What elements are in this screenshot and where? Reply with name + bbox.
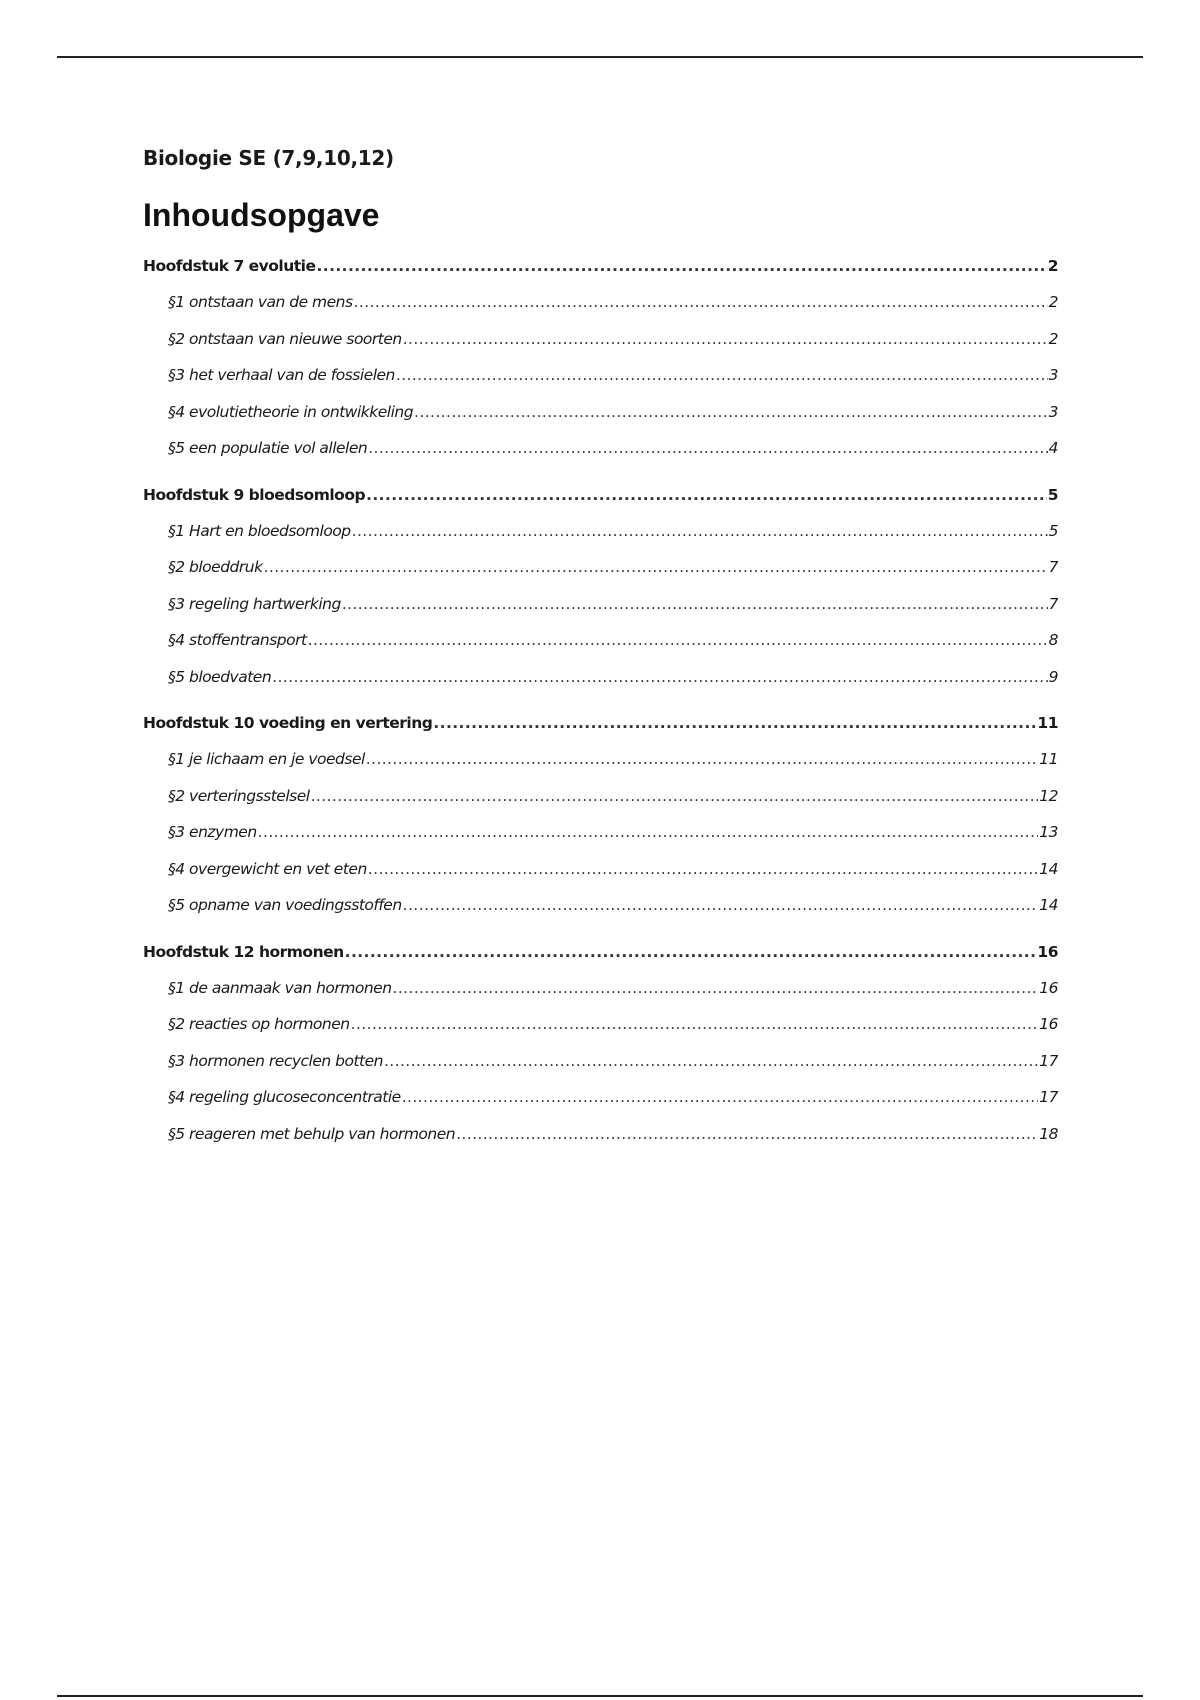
toc-section-label: §5 bloedvaten bbox=[168, 667, 272, 686]
toc-section-page: 16 bbox=[1039, 1015, 1058, 1033]
dot-leader bbox=[351, 1006, 1039, 1043]
toc-section-label: §4 regeling glucoseconcentratie bbox=[168, 1088, 401, 1106]
toc-chapter-page: 5 bbox=[1047, 485, 1058, 504]
dot-leader bbox=[368, 430, 1047, 467]
toc-section-page: 17 bbox=[1039, 1088, 1058, 1106]
toc-section-page: 7 bbox=[1048, 594, 1058, 613]
toc-section-entry[interactable] bbox=[143, 851, 1058, 888]
dot-leader bbox=[403, 321, 1048, 358]
toc-section-entry[interactable] bbox=[143, 814, 1058, 851]
toc-section-page: 4 bbox=[1048, 439, 1058, 457]
dot-leader bbox=[352, 513, 1048, 550]
toc-section-page: 11 bbox=[1039, 750, 1058, 768]
dot-leader bbox=[308, 622, 1048, 659]
toc-section-label: §1 de aanmaak van hormonen bbox=[168, 978, 392, 997]
toc-section-page: 3 bbox=[1048, 366, 1058, 384]
toc-section-label: §4 stoffentransport bbox=[168, 631, 307, 649]
dot-leader bbox=[311, 778, 1039, 815]
dot-leader bbox=[414, 394, 1048, 431]
toc-section-entry[interactable] bbox=[143, 284, 1058, 321]
toc-section-entry[interactable] bbox=[143, 1079, 1058, 1116]
dot-leader bbox=[393, 970, 1039, 1007]
dot-leader bbox=[402, 1079, 1039, 1116]
toc-section-label: §5 opname van voedingsstoffen bbox=[168, 896, 402, 914]
toc-chapter bbox=[143, 935, 1058, 1153]
dot-leader bbox=[403, 887, 1039, 924]
toc-section-label: §1 Hart en bloedsomloop bbox=[168, 521, 351, 540]
toc-section-entry[interactable] bbox=[143, 659, 1058, 696]
toc-section-page: 16 bbox=[1039, 978, 1058, 997]
toc-section-page: 12 bbox=[1039, 786, 1058, 805]
toc-section-entry[interactable] bbox=[143, 357, 1058, 394]
toc-chapter bbox=[143, 249, 1058, 467]
toc-section-page: 2 bbox=[1048, 293, 1058, 311]
footer-rule bbox=[57, 1695, 1143, 1697]
toc-chapter-page: 2 bbox=[1047, 257, 1058, 275]
toc-section-label: §5 een populatie vol allelen bbox=[168, 439, 368, 457]
toc-section-page: 17 bbox=[1039, 1051, 1058, 1070]
toc-section-label: §5 reageren met behulp van hormonen bbox=[168, 1124, 456, 1143]
toc-section-entry[interactable] bbox=[143, 321, 1058, 358]
toc-section-page: 3 bbox=[1048, 402, 1058, 421]
toc-section-page: 9 bbox=[1048, 667, 1058, 686]
toc-section-page: 8 bbox=[1048, 631, 1058, 649]
toc-section-entry[interactable] bbox=[143, 1043, 1058, 1080]
toc-section-entry[interactable] bbox=[143, 586, 1058, 623]
toc-chapter-label: Hoofdstuk 9 bloedsomloop bbox=[143, 485, 366, 504]
table-of-contents bbox=[143, 249, 1058, 1152]
dot-leader bbox=[317, 249, 1047, 284]
toc-section-entry[interactable] bbox=[143, 778, 1058, 815]
toc-section-entry[interactable] bbox=[143, 1006, 1058, 1043]
toc-chapter-label: Hoofdstuk 12 hormonen bbox=[143, 942, 344, 961]
toc-section-page: 14 bbox=[1039, 896, 1058, 914]
toc-section-page: 7 bbox=[1048, 558, 1058, 576]
toc-chapter-entry[interactable] bbox=[143, 478, 1058, 513]
toc-chapter-entry[interactable] bbox=[143, 935, 1058, 970]
toc-section-label: §4 overgewicht en vet eten bbox=[168, 859, 367, 878]
toc-section-entry[interactable] bbox=[143, 549, 1058, 586]
toc-section-label: §3 het verhaal van de fossielen bbox=[168, 366, 395, 384]
dot-leader bbox=[433, 706, 1036, 741]
toc-section-entry[interactable] bbox=[143, 430, 1058, 467]
toc-chapter-label: Hoofdstuk 7 evolutie bbox=[143, 257, 316, 275]
toc-section-entry[interactable] bbox=[143, 970, 1058, 1007]
toc-section-page: 13 bbox=[1039, 823, 1058, 841]
toc-section-page: 5 bbox=[1048, 521, 1058, 540]
toc-section-page: 2 bbox=[1048, 329, 1058, 348]
toc-section-label: §2 ontstaan van nieuwe soorten bbox=[168, 329, 402, 348]
dot-leader bbox=[345, 935, 1037, 970]
toc-section-label: §1 je lichaam en je voedsel bbox=[168, 750, 365, 768]
toc-section-label: §2 verteringsstelsel bbox=[168, 786, 310, 805]
dot-leader bbox=[396, 357, 1048, 394]
dot-leader bbox=[354, 284, 1048, 321]
toc-section-entry[interactable] bbox=[143, 394, 1058, 431]
toc-chapter-entry[interactable] bbox=[143, 249, 1058, 284]
document-title: Biologie SE (7,9,10,12) bbox=[143, 146, 394, 170]
toc-section-label: §3 hormonen recyclen botten bbox=[168, 1051, 383, 1070]
dot-leader bbox=[342, 586, 1048, 623]
toc-chapter bbox=[143, 706, 1058, 924]
toc-chapter bbox=[143, 478, 1058, 696]
toc-section-page: 18 bbox=[1039, 1124, 1058, 1143]
toc-heading: Inhoudsopgave bbox=[143, 197, 380, 233]
toc-section-page: 14 bbox=[1039, 859, 1058, 878]
toc-section-entry[interactable] bbox=[143, 1116, 1058, 1153]
toc-section-entry[interactable] bbox=[143, 513, 1058, 550]
toc-chapter-page: 16 bbox=[1037, 942, 1058, 961]
dot-leader bbox=[272, 659, 1047, 696]
toc-chapter-page: 11 bbox=[1037, 714, 1058, 732]
dot-leader bbox=[368, 851, 1038, 888]
toc-chapter-label: Hoofdstuk 10 voeding en vertering bbox=[143, 714, 433, 732]
header-rule bbox=[57, 56, 1143, 58]
toc-section-label: §1 ontstaan van de mens bbox=[168, 293, 353, 311]
toc-section-entry[interactable] bbox=[143, 887, 1058, 924]
dot-leader bbox=[258, 814, 1039, 851]
toc-chapter-entry[interactable] bbox=[143, 706, 1058, 741]
dot-leader bbox=[366, 478, 1047, 513]
dot-leader bbox=[264, 549, 1048, 586]
toc-section-entry[interactable] bbox=[143, 741, 1058, 778]
dot-leader bbox=[366, 741, 1038, 778]
toc-section-label: §3 enzymen bbox=[168, 823, 257, 841]
toc-section-label: §4 evolutietheorie in ontwikkeling bbox=[168, 402, 414, 421]
dot-leader bbox=[456, 1116, 1038, 1153]
toc-section-label: §3 regeling hartwerking bbox=[168, 594, 341, 613]
toc-section-label: §2 bloeddruk bbox=[168, 558, 263, 576]
toc-section-label: §2 reacties op hormonen bbox=[168, 1015, 350, 1033]
dot-leader bbox=[384, 1043, 1038, 1080]
page-content bbox=[143, 143, 1058, 1163]
toc-section-entry[interactable] bbox=[143, 622, 1058, 659]
